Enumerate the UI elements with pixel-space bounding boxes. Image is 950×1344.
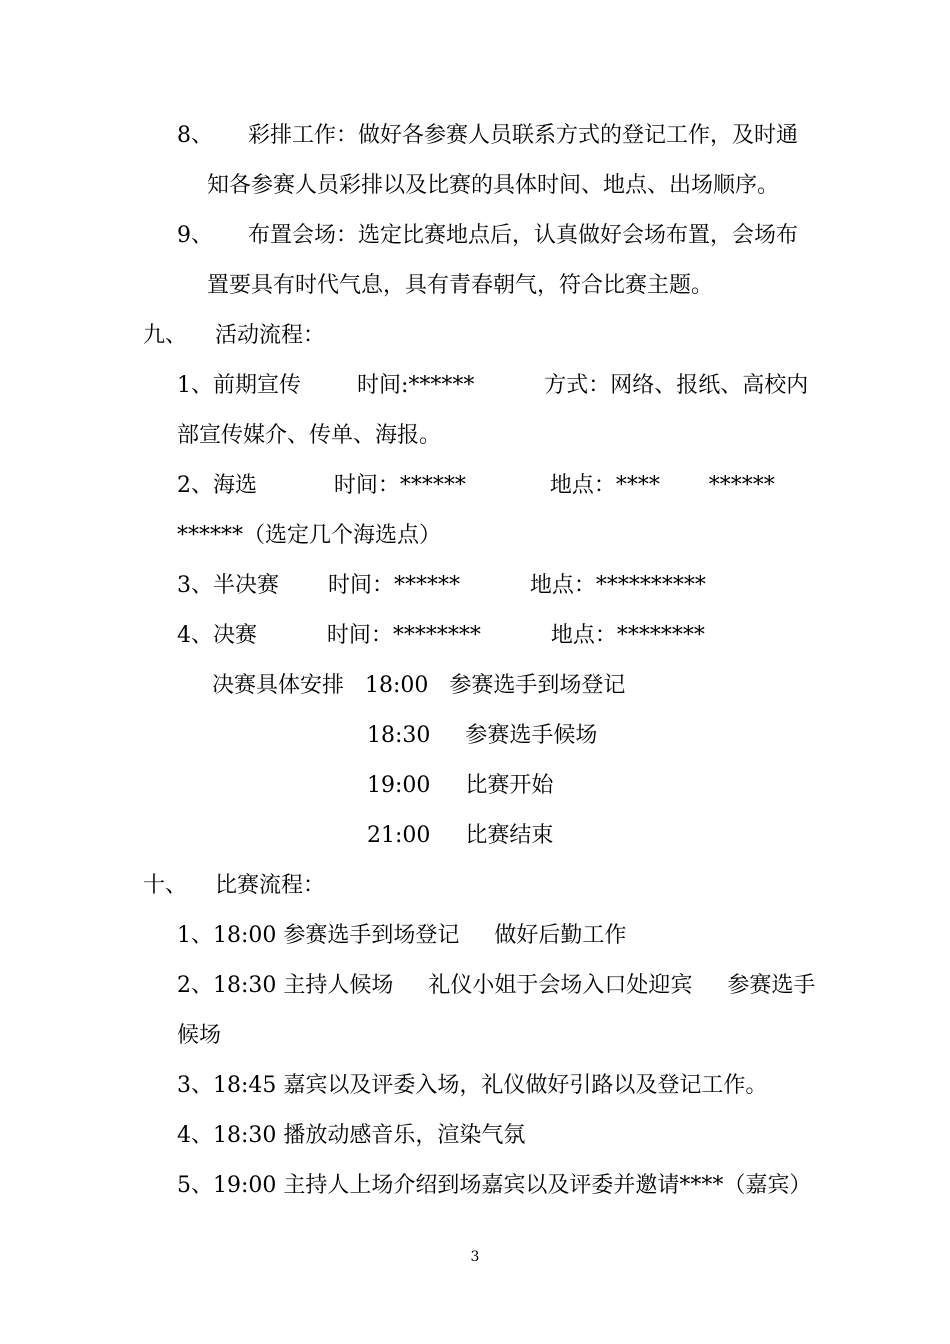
text-line-process-2-cont: 候场 — [177, 1023, 222, 1048]
section-heading-9: 九、 活动流程： — [143, 323, 325, 348]
text-line-flow-1: 1、前期宣传 时间:****** 方式：网络、报纸、高校内 — [177, 373, 809, 398]
text-line-flow-4: 4、决赛 时间：******** 地点：******** — [177, 623, 705, 648]
text-line-process-1: 1、18:00 参赛选手到场登记 做好后勤工作 — [177, 923, 627, 948]
text-line-process-4: 4、18:30 播放动感音乐，渲染气氛 — [177, 1123, 526, 1148]
schedule-line-1: 决赛具体安排 18:00 参赛选手到场登记 — [212, 673, 626, 698]
schedule-line-3: 19:00 比赛开始 — [367, 773, 554, 798]
text-line-item-9: 9、 布置会场：选定比赛地点后，认真做好会场布置，会场布 — [177, 223, 798, 248]
text-line-item-8-cont: 知各参赛人员彩排以及比赛的具体时间、地点、出场顺序。 — [207, 173, 780, 198]
section-heading-10: 十、 比赛流程： — [143, 873, 325, 898]
text-line-item-9-cont: 置要具有时代气息，具有青春朝气，符合比赛主题。 — [207, 273, 714, 298]
text-line-flow-2-cont: ******（选定几个海选点） — [177, 523, 442, 548]
text-line-flow-1-cont: 部宣传媒介、传单、海报。 — [177, 423, 442, 448]
text-line-process-3: 3、18:45 嘉宾以及评委入场，礼仪做好引路以及登记工作。 — [177, 1073, 768, 1098]
text-line-item-8: 8、 彩排工作：做好各参赛人员联系方式的登记工作，及时通 — [177, 123, 798, 148]
text-line-process-5: 5、19:00 主持人上场介绍到场嘉宾以及评委并邀请****（嘉宾） — [177, 1173, 812, 1198]
schedule-line-2: 18:30 参赛选手候场 — [367, 723, 598, 748]
text-line-flow-2: 2、海选 时间：****** 地点：**** ****** — [177, 473, 775, 498]
text-line-process-2: 2、18:30 主持人候场 礼仪小姐于会场入口处迎宾 参赛选手 — [177, 973, 816, 998]
page-number: 3 — [470, 1249, 480, 1265]
schedule-line-4: 21:00 比赛结束 — [367, 823, 554, 848]
text-line-flow-3: 3、半决赛 时间：****** 地点：********** — [177, 573, 706, 598]
